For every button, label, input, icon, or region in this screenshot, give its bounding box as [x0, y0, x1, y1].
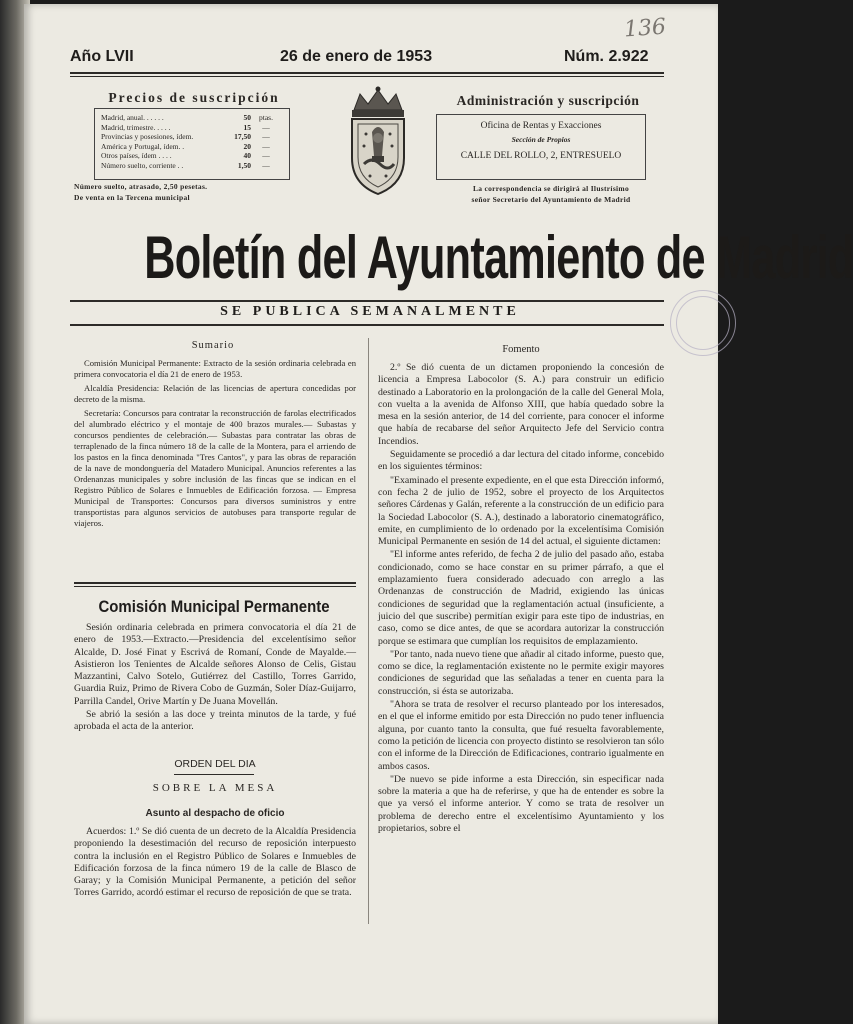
- madrid-coat-of-arms-icon: [342, 86, 414, 198]
- price-row: Número suelto, corriente . . 1,50 —: [101, 160, 270, 170]
- order-of-day-title: ORDEN DEL DIA: [174, 758, 256, 770]
- subscription-price-table: [94, 108, 290, 180]
- newspaper-page: [24, 4, 853, 1024]
- library-stamp-inner: [676, 296, 730, 350]
- newspaper-masthead: Boletín del Ayuntamiento de Madrid: [144, 224, 853, 291]
- sale-location-note: De venta en la Tercena municipal: [74, 193, 190, 202]
- fomento-paragraph: Seguidamente se procedió a dar lectura del citado informe, concebido en los siguientes términos:: [378, 449, 664, 473]
- masthead-rule: [70, 300, 664, 302]
- administration-title: Administración y suscripción: [456, 93, 640, 108]
- office-address: CALLE DEL ROLLO, 2, ENTRESUELO: [460, 151, 622, 161]
- price-row: Madrid, trimestre. . . . . 15 —: [101, 122, 270, 132]
- summary-rule: [74, 582, 356, 584]
- agreements-paragraph: Acuerdos: 1.º Se dió cuenta de un decreto de la Alcaldía Presidencia proponiendo la desestimación del recurso de reposición interpuesto contra la inclusión en el Registro Público de Solares e Inmuebles de Edificación forzosa de la finca número 19 de la calle de Blasco de Garay; y la Comisión Municipal Permanente, a petición del señor Torres Garrido, acordó estimar el recurso de reposición de que se trata.: [74, 826, 356, 899]
- comision-title: Comisión Municipal Permanente: [98, 597, 330, 616]
- summary-rule-thin: [74, 586, 356, 587]
- fomento-paragraph: "Examinado el presente expediente, en el que esta Dirección informó, con fecha 2 de julio de 1952, sobre el proyecto de los Arquitectos señores Cárdenas y Galán, referente a la construcción de un edificio para la Sociedad Labocolor (S. A.), destinado a laboratorio cinematográfico, emite, en cumplimiento de lo ordenado por la excelentísima Comisión Municipal Permanente en sesión de 14 del actual, el siguiente dictamen:: [378, 474, 664, 548]
- fomento-title: Fomento: [502, 344, 540, 355]
- handwritten-page-number: 136: [623, 14, 667, 43]
- summary-title: Sumario: [191, 340, 235, 351]
- session-paragraph: Sesión ordinaria celebrada en primera convocatoria el día 21 de enero de 1953.—Extracto.—Presidencia del excelentísimo señor Alcalde, D. José Finat y Escrivá de Romaní, Conde de Mayalde.—Asistieron los Tenientes de Alcalde señores Alonso de Celis, Gistau Mazzantini, Calvo Sotelo, Gutiérrez del Castillo, Torres Garrido, Guardia Ruiz, Primo de Rivera Cobo de Guzmán, Soler Díaz-Guijarro, Parrilla Candel, Orive Martín y De Juana Movellán.: [74, 622, 356, 707]
- issue-date: 26 de enero de 1953: [280, 48, 433, 65]
- correspondence-note-2: señor Secretario del Ayuntamiento de Madrid: [471, 195, 631, 204]
- fomento-paragraph: 2.º Se dió cuenta de un dictamen proponiendo la concesión de licencia a Empresa Labocolor (S. A.) para construir un edificio destinado a Laboratorio en la prolongación de la calle del General Mola, con vuelta a la avenida de Alfonso XIII, que había quedado sobre la mesa en la sesión anterior, de 14 del corriente, para conocer el informe que había de recabarse del señor Arquitecto Jefe del Servicio contra Incendios.: [378, 362, 664, 447]
- fomento-text: [378, 362, 664, 836]
- dispatch-title: Asunto al despacho de oficio: [145, 808, 285, 819]
- session-text: [74, 622, 356, 735]
- summary-item: Comisión Municipal Permanente: Extracto de la sesión ordinaria celebrada en primera convocatoria el día 21 de enero de 1953.: [74, 358, 356, 379]
- publication-frequency: SE PUBLICA SEMANALMENTE: [220, 304, 520, 319]
- fomento-paragraph: "El informe antes referido, de fecha 2 de julio del pasado año, estaba condicionado, como se hace constar en su primer párrafo, a que el emplazamiento fuera considerado adecuado con arreglo a las Ordenanzas de construcción de Madrid, exigiendo las únicas condiciones de seguridad que la reglamentación actual (insuficiente, a juicio del que suscribe) permitían exigir para este tipo de industrias, en caso, como se dice antes, de que se acordara autorizar la construcción porque se estimara que cumplían los requisitos de emplazamiento.: [378, 549, 664, 647]
- order-rule: [174, 774, 254, 775]
- session-paragraph: Se abrió la sesión a las doce y treinta minutos de la tarde, y fué aprobada el acta de la anterior.: [74, 709, 356, 733]
- summary-list: [74, 358, 356, 532]
- column-divider: [368, 338, 369, 924]
- header-rule: [70, 72, 664, 74]
- correspondence-note: La correspondencia se dirigirá al Ilustrísimo: [472, 184, 630, 193]
- fomento-paragraph: "De nuevo se pide informe a esta Dirección, sin especificar nada sobre la materia a que ha de referirse, y que ha de entender es sobre la que ya versó el informe anterior. Y como se trata de resolver un problema de derecho entre el excelentísimo Ayuntamiento y los propietarios, sobre el: [378, 773, 664, 834]
- header-rule-thin: [70, 76, 664, 77]
- summary-item: Alcaldía Presidencia: Relación de las licencias de apertura concedidas por decreto de la misma.: [74, 383, 356, 404]
- administration-office-box: [436, 114, 646, 180]
- issue-number: Núm. 2.922: [564, 48, 649, 65]
- agreements-text: [74, 826, 356, 901]
- price-row: Madrid, anual. . . . . . 50 ptas.: [101, 113, 273, 122]
- price-row: Provincias y posesiones, ídem. 17,50 —: [101, 132, 270, 141]
- fomento-paragraph: "Por tanto, nada nuevo tiene que añadir al citado informe, puesto que, como se dice, la reglamentación existente no le permite exigir mayores condiciones de seguridad que las señaladas a tener en cuenta para la construcción, si ésta se autorizaba.: [378, 648, 664, 697]
- back-issue-note: Número suelto, atrasado, 2,50 pesetas.: [74, 182, 208, 191]
- summary-item: Secretaría: Concursos para contratar la reconstrucción de farolas electrificados del alumbrado eléctrico y el montaje de 400 brazos murales.— Subastas y concursos pendientes de celebración.— Subastas para contratar las obras de terraplenado de la finca número 18 de la calle de la Montera, para el arriendo de los pastos en la finca denominada "Tres Cantos", y para las obras de reparación de la nave de mondonguería del Matadero Municipal. Anuncios referentes a las Ordenanzas municipales y sobre inclusión de las fincas que se indican en el Registro Público de Solares e Inmuebles de Edificación forzosa. — Empresa Municipal de Transportes: Concursos para diversos suministros y entre transportistas para algunos servicios de autobuses para transporte regular de viajeros.: [74, 408, 356, 528]
- price-row: Otros países, ídem . . . . 40 —: [101, 151, 270, 160]
- on-table-title: SOBRE LA MESA: [152, 782, 278, 794]
- office-name: Oficina de Rentas y Exacciones: [480, 121, 602, 131]
- subscription-title: Precios de suscripción: [108, 90, 280, 105]
- year-label: Año LVII: [70, 48, 134, 65]
- office-section: Sección de Propios: [511, 135, 571, 144]
- price-row: América y Portugal, ídem. . 20 —: [101, 141, 270, 151]
- fomento-paragraph: "Ahora se trata de resolver el recurso planteado por los interesados, en el que el informe emitido por esta Dirección no pudo tener influencia alguna, por cuanto tanto la consulta, que fué resuelta favorablemente, como la petición de licencia con proyecto distinto se resolvieron tan sólo con el informe de la Dirección de Edificaciones, contrario igualmente en ambos casos.: [378, 699, 664, 772]
- masthead-rule-bottom: [70, 324, 664, 326]
